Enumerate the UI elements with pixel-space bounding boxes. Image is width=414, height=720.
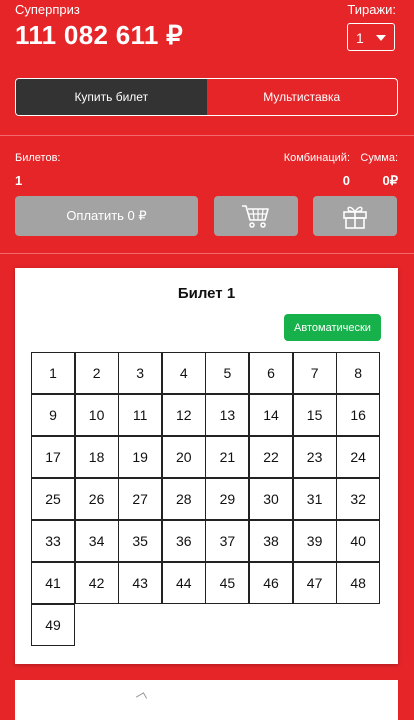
number-cell[interactable]: 35: [118, 520, 162, 562]
number-cell[interactable]: 43: [118, 562, 162, 604]
number-cell[interactable]: 41: [31, 562, 75, 604]
number-cell[interactable]: 6: [249, 352, 293, 394]
number-cell[interactable]: 4: [162, 352, 206, 394]
number-cell[interactable]: 8: [336, 352, 380, 394]
number-cell[interactable]: 39: [293, 520, 337, 562]
combinations-label: Комбинаций:: [283, 152, 350, 164]
gift-button[interactable]: [313, 196, 397, 236]
sum-label: Сумма:: [360, 152, 398, 164]
number-cell[interactable]: 27: [118, 478, 162, 520]
number-cell[interactable]: 10: [75, 394, 119, 436]
tickets-value: 1: [15, 173, 23, 188]
number-cell[interactable]: 25: [31, 478, 75, 520]
tickets-info: [15, 152, 60, 188]
number-cell[interactable]: 16: [336, 394, 380, 436]
next-ticket-card: [15, 680, 398, 720]
number-cell[interactable]: 20: [162, 436, 206, 478]
sum-value: 0₽: [382, 173, 398, 188]
number-cell[interactable]: 42: [75, 562, 119, 604]
number-cell[interactable]: 31: [293, 478, 337, 520]
number-cell[interactable]: 37: [205, 520, 249, 562]
number-cell[interactable]: 36: [162, 520, 206, 562]
chevron-down-icon: [376, 35, 386, 41]
number-cell[interactable]: 1: [31, 352, 75, 394]
tab-buy-ticket[interactable]: Купить билет: [16, 79, 207, 115]
number-cell[interactable]: 17: [31, 436, 75, 478]
number-cell[interactable]: 23: [293, 436, 337, 478]
number-cell[interactable]: 12: [162, 394, 206, 436]
divider: [0, 135, 414, 136]
number-cell[interactable]: 28: [162, 478, 206, 520]
superprize-label: Суперприз: [15, 2, 80, 17]
draws-label: Тиражи:: [347, 2, 396, 17]
pencil-icon: [136, 692, 147, 703]
number-cell[interactable]: 33: [31, 520, 75, 562]
tab-multibet[interactable]: Мультиставка: [263, 90, 341, 104]
draws-select-value: 1: [356, 30, 364, 46]
divider: [0, 253, 414, 254]
number-cell[interactable]: 46: [249, 562, 293, 604]
number-cell[interactable]: 13: [205, 394, 249, 436]
number-cell[interactable]: 22: [249, 436, 293, 478]
number-cell[interactable]: 9: [31, 394, 75, 436]
number-cell[interactable]: 21: [205, 436, 249, 478]
number-cell[interactable]: 15: [293, 394, 337, 436]
number-cell[interactable]: 29: [205, 478, 249, 520]
number-cell[interactable]: 5: [205, 352, 249, 394]
number-cell[interactable]: 44: [162, 562, 206, 604]
ticket-card: [15, 268, 398, 664]
number-cell[interactable]: 11: [118, 394, 162, 436]
number-cell[interactable]: 38: [249, 520, 293, 562]
mode-tabs: [15, 78, 398, 116]
number-cell[interactable]: 49: [31, 604, 75, 646]
superprize-value: 111 082 611 ₽: [15, 20, 183, 50]
number-cell[interactable]: 14: [249, 394, 293, 436]
number-cell[interactable]: 24: [336, 436, 380, 478]
cart-icon: [241, 203, 271, 229]
draws-select[interactable]: [347, 23, 395, 51]
number-cell[interactable]: 32: [336, 478, 380, 520]
number-cell[interactable]: 30: [249, 478, 293, 520]
number-cell[interactable]: 48: [336, 562, 380, 604]
number-cell[interactable]: 7: [293, 352, 337, 394]
header: [0, 0, 414, 62]
number-cell[interactable]: 40: [336, 520, 380, 562]
number-cell[interactable]: 18: [75, 436, 119, 478]
sum-info: [355, 152, 398, 189]
combinations-value: 0: [342, 173, 350, 188]
auto-fill-button[interactable]: Автоматически: [284, 314, 381, 341]
number-cell[interactable]: 19: [118, 436, 162, 478]
number-cell[interactable]: 45: [205, 562, 249, 604]
add-to-cart-button[interactable]: [214, 196, 298, 236]
gift-icon: [341, 202, 369, 230]
ticket-title: Билет 1: [177, 285, 236, 302]
number-cell[interactable]: 34: [75, 520, 119, 562]
pay-button[interactable]: Оплатить 0 ₽: [15, 196, 198, 236]
number-cell[interactable]: 3: [118, 352, 162, 394]
combinations-info: [280, 152, 350, 188]
number-cell[interactable]: 26: [75, 478, 119, 520]
number-cell[interactable]: 47: [293, 562, 337, 604]
number-cell[interactable]: 2: [75, 352, 119, 394]
tickets-label: Билетов:: [15, 152, 61, 164]
